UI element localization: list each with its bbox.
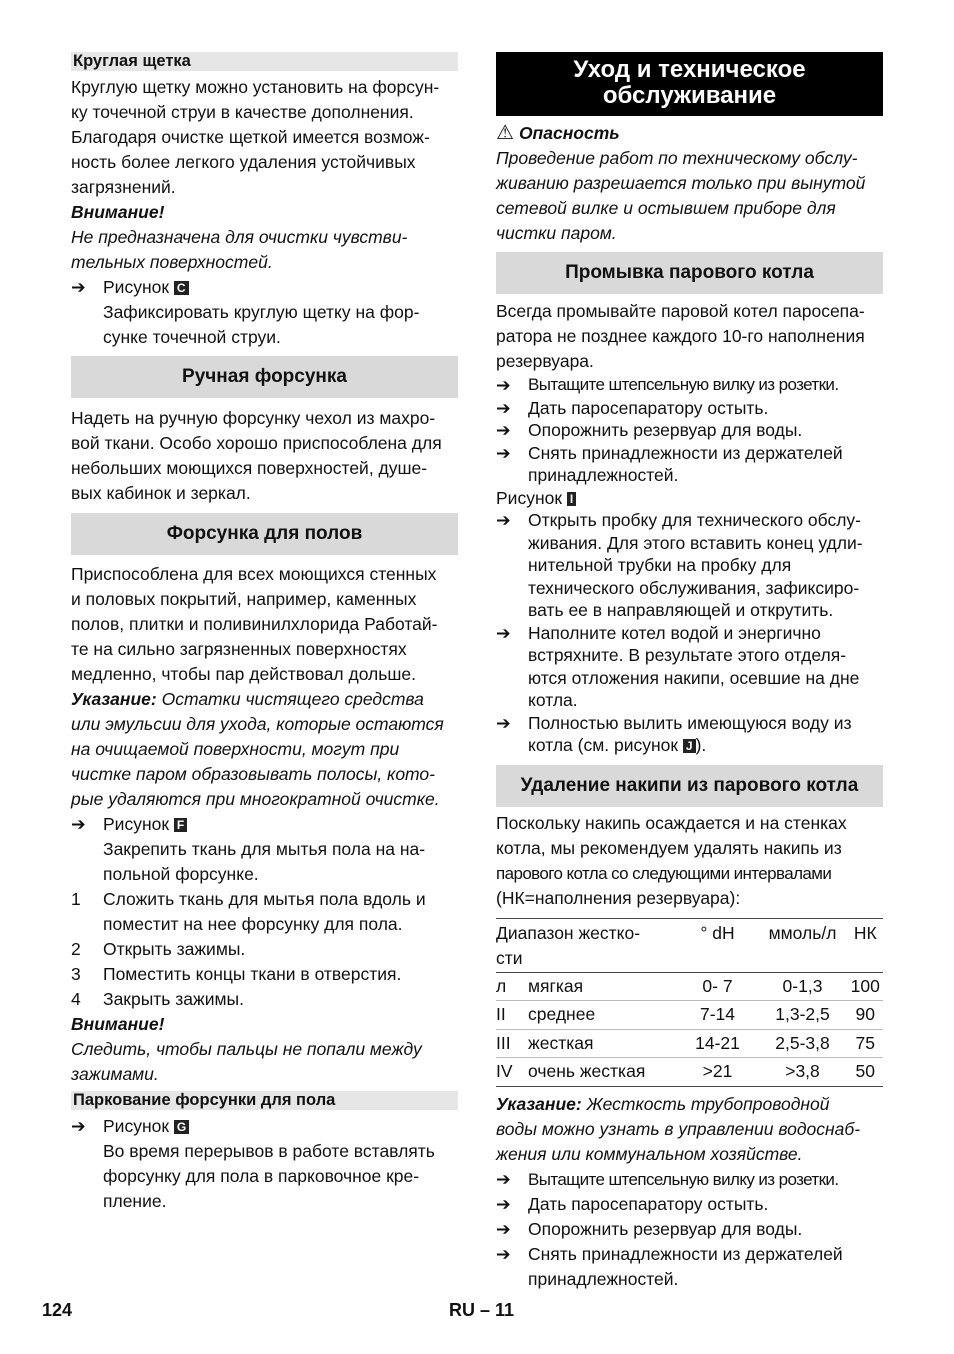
attention-text: Следить, чтобы пальцы не попали между зажимами. xyxy=(71,1039,422,1084)
floor-nozzle-heading: Форсунка для полов xyxy=(71,513,458,555)
column-header: НК xyxy=(848,918,884,972)
danger-label: ⚠ Опасность xyxy=(496,122,620,144)
table-row: IV очень жесткая >21 >3,8 50 xyxy=(496,1058,883,1087)
table-row: III жесткая 14-21 2,5-3,8 75 xyxy=(496,1029,883,1058)
parking-heading: Паркование форсунки для пола xyxy=(71,1091,458,1110)
list-item: ➔ Снять принадлежности из держателей принадлежностей. xyxy=(496,1242,883,1292)
floor-nozzle-text: Приспособлена для всех моющихся стенных и половых покрытий, например, каменных полов, плитки и поливинилхлорида Работай- те на сильно загрязненных поверхностях медленно, чтобы пар действовал дольше. xyxy=(71,564,438,684)
arrow-right-icon: ➔ xyxy=(71,277,86,297)
column-header: ° dH xyxy=(678,918,758,972)
hand-nozzle-text: Надеть на ручную форсунку чехол из махро- вой ткани. Особо хорошо приспособлена для небольших моющихся поверхностей, душе- вых кабинок и зеркал. xyxy=(71,408,442,503)
descale-text: Поскольку накипь осаждается и на стенках котла, мы рекомендуем удалять накипь из парового котла со следующими интервалами (НК=наполнения резервуара): xyxy=(496,812,847,908)
arrow-right-icon: ➔ xyxy=(496,622,511,643)
list-item: ➔ Опорожнить резервуар для воды. xyxy=(496,420,803,440)
list-item: ➔ Снять принадлежности из держателей принадлежностей. xyxy=(496,442,843,485)
table-row: II среднее 7-14 1,3-2,5 90 xyxy=(496,1001,883,1030)
numbered-step: 4 Закрыть зажимы. xyxy=(71,989,244,1009)
arrow-right-icon: ➔ xyxy=(71,1116,86,1136)
arrow-right-icon: ➔ xyxy=(496,1218,511,1239)
flush-text: Всегда промывайте паровой котел паросепа- ратора не позднее каждого 10-го наполнения резервуара. xyxy=(496,301,865,371)
numbered-step: 2 Открыть зажимы. xyxy=(71,939,246,959)
figure-f-badge: F xyxy=(174,818,187,832)
step-text: Во время перерывов в работе вставлять форсунку для пола в парковочное кре- пление. xyxy=(103,1141,435,1211)
arrow-right-icon: ➔ xyxy=(496,1193,511,1214)
attention-label: Внимание! xyxy=(71,202,165,222)
table-header-row xyxy=(496,918,883,972)
attention-text: Не предназначена для очистки чувстви- тельных поверхностей. xyxy=(71,227,408,272)
right-column xyxy=(496,52,883,1292)
floor-note: Указание: Остатки чистящего средства или эмульсии для ухода, которые остаются на очищаемой поверхности, могут при чистке паром образовывать полосы, кото- рые удаляются при многократной очистке. xyxy=(71,689,444,809)
figure-ref: Рисунок I xyxy=(496,487,883,510)
main-heading: Уход и техническое обслуживание xyxy=(496,52,883,116)
round-brush-text: Круглую щетку можно установить на форсун- ку точечной струи в качестве дополнения. Благодаря очистке щеткой имеется возмож- ность более легкого удаления устойчивых загрязнений. xyxy=(71,77,440,197)
table-row: л мягкая 0- 7 0-1,3 100 xyxy=(496,972,883,1001)
column-header: Диапазон жестко- сти xyxy=(496,918,678,972)
figure-j-badge: J xyxy=(683,739,696,753)
arrow-right-icon: ➔ xyxy=(496,375,511,395)
step-text: Зафиксировать круглую щетку на фор- сунке точечной струи. xyxy=(103,302,420,347)
hardness-table xyxy=(496,918,883,1087)
figure-ref: ➔ Рисунок F xyxy=(71,812,458,837)
list-item: ➔ Вытащите штепсельную вилку из розетки. xyxy=(496,1167,883,1192)
figure-g-badge: G xyxy=(174,1120,189,1134)
list-item: ➔ Вытащите штепсельную вилку из розетки. xyxy=(496,375,839,395)
descale-heading: Удаление накипи из парового котла xyxy=(496,765,883,807)
list-item: ➔ Дать паросепаратору остыть. xyxy=(496,397,769,418)
arrow-right-icon: ➔ xyxy=(496,510,511,530)
figure-c-badge: C xyxy=(174,281,189,295)
arrow-right-icon: ➔ xyxy=(496,397,511,418)
numbered-step: 3 Поместить концы ткани в отверстия. xyxy=(71,964,402,984)
danger-text: Проведение работ по техническому обслу- живанию разрешается только при вынутой сетевой вилке и остывшем приборе для чистки паром. xyxy=(496,148,866,243)
column-header: ммоль/л xyxy=(758,918,848,972)
hand-nozzle-heading: Ручная форсунка xyxy=(71,356,458,398)
page-code: RU – 11 xyxy=(449,1300,515,1320)
arrow-right-icon: ➔ xyxy=(496,1168,511,1189)
warning-triangle-icon: ⚠ xyxy=(496,122,514,144)
list-item: ➔ Наполните котел водой и энергично встряхните. В результате этого отделя- ются отложения накипи, осевшие на дне котла. xyxy=(496,622,860,710)
arrow-right-icon: ➔ xyxy=(496,442,511,463)
list-item: ➔ Опорожнить резервуар для воды. xyxy=(496,1217,883,1242)
numbered-step: 1 Сложить ткань для мытья пола вдоль и поместит на нее форсунку для пола. xyxy=(71,889,426,934)
figure-ref: ➔ Рисунок G xyxy=(71,1114,458,1139)
list-item: ➔ Полностью вылить имеющуюся воду из котла (см. рисунок J ). xyxy=(496,712,852,755)
arrow-right-icon: ➔ xyxy=(71,814,86,834)
descale-note: Указание: Жесткость трубопроводной воды можно узнать в управлении водоснаб- жения или коммунальном хозяйстве. xyxy=(496,1093,861,1164)
page-number: 124 xyxy=(42,1300,73,1320)
step-text: Закрепить ткань для мытья пола на на- польной форсунке. xyxy=(103,839,426,884)
round-brush-heading: Круглая щетка xyxy=(71,52,458,71)
list-item: ➔ Открыть пробку для технического обслу- живания. Для этого вставить конец удли- нительной трубки на пробку для технического обслуживания, зафиксиро- вать ее в направляющей и открутить. xyxy=(496,510,863,620)
figure-ref: ➔ Рисунок C xyxy=(71,275,458,300)
arrow-right-icon: ➔ xyxy=(496,420,511,440)
list-item: ➔ Дать паросепаратору остыть. xyxy=(496,1192,883,1217)
arrow-right-icon: ➔ xyxy=(496,712,511,733)
arrow-right-icon: ➔ xyxy=(496,1243,511,1264)
flush-heading: Промывка парового котла xyxy=(496,252,883,294)
attention-label: Внимание! xyxy=(71,1014,165,1034)
left-column xyxy=(71,52,458,1214)
figure-i-badge: I xyxy=(567,492,576,506)
